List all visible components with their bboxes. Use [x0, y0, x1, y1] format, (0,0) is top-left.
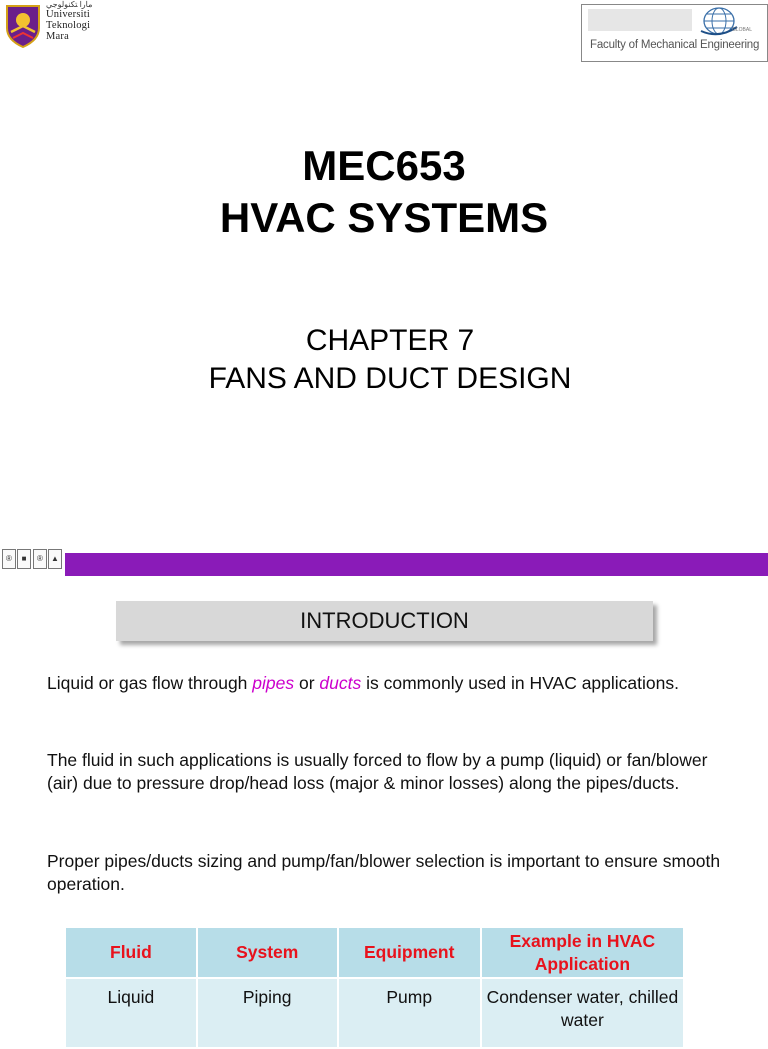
course-title — [0, 140, 768, 244]
table-cell: Liquid — [66, 979, 196, 1047]
intro-paragraph-2: The fluid in such applications is usually forced to flow by a pump (liquid) or fan/blower (air) due to pressure drop/head loss (major & minor losses) along the pipes/ducts. — [47, 750, 708, 793]
intro-paragraph-3: Proper pipes/ducts sizing and pump/fan/blower selection is important to ensure smooth operation. — [47, 851, 721, 894]
table-cell: Pump — [339, 979, 480, 1047]
table-cell: Piping — [198, 979, 337, 1047]
chapter-name: FANS AND DUCT DESIGN — [208, 362, 572, 395]
globe-icon — [699, 5, 739, 41]
course-code: MEC653 — [302, 142, 466, 189]
table-row — [66, 979, 683, 1047]
table-header-row — [66, 928, 683, 977]
cert-mark-icon: ■ — [17, 549, 31, 569]
uitm-crest-icon — [3, 2, 43, 48]
uitm-line2: Teknologi — [46, 20, 91, 31]
section-heading-bar — [116, 601, 653, 641]
uitm-line1: Universiti — [46, 9, 90, 20]
cert-mark-icon: ® — [33, 549, 47, 569]
table-header-cell: Equipment — [339, 928, 480, 977]
table-header-cell: Fluid — [66, 928, 196, 977]
chapter-number: CHAPTER 7 — [305, 324, 475, 357]
p1-text-after: is commonly used in HVAC applications. — [361, 673, 679, 693]
uitm-logo — [0, 0, 130, 52]
table-header-cell: System — [198, 928, 337, 977]
introduction-slide — [0, 580, 768, 1030]
table-cell: Condenser water, chilled water — [482, 979, 683, 1047]
p1-emphasis-ducts: ducts — [319, 673, 362, 693]
cert-mark-icon: ® — [2, 549, 16, 569]
course-name: HVAC SYSTEMS — [219, 194, 549, 241]
faculty-logo — [581, 4, 768, 62]
p1-emphasis-pipes: pipes — [252, 673, 295, 693]
uitm-line3: Mara — [46, 31, 69, 42]
certification-marks — [0, 549, 64, 577]
section-heading: INTRODUCTION — [300, 608, 469, 633]
uitm-jawi-text: ﻣﺎرا ﺘﻜﻨﻮﻟﻮﺟﻲ — [46, 0, 93, 9]
chapter-title — [0, 322, 768, 398]
warning-triangle-icon: ▲ — [48, 549, 62, 569]
table-header-cell: Example in HVAC Application — [482, 928, 683, 977]
faculty-logo-banner — [588, 9, 692, 31]
footer-bar — [65, 553, 768, 576]
fluid-systems-table — [64, 926, 685, 1049]
faculty-name: Faculty of Mechanical Engineering — [590, 39, 760, 51]
faculty-logo-tag: GLOBAL — [732, 27, 753, 33]
intro-paragraph-1 — [47, 672, 727, 695]
p1-text-mid: or — [294, 673, 320, 693]
p1-text-before: Liquid or gas flow through — [47, 673, 253, 693]
